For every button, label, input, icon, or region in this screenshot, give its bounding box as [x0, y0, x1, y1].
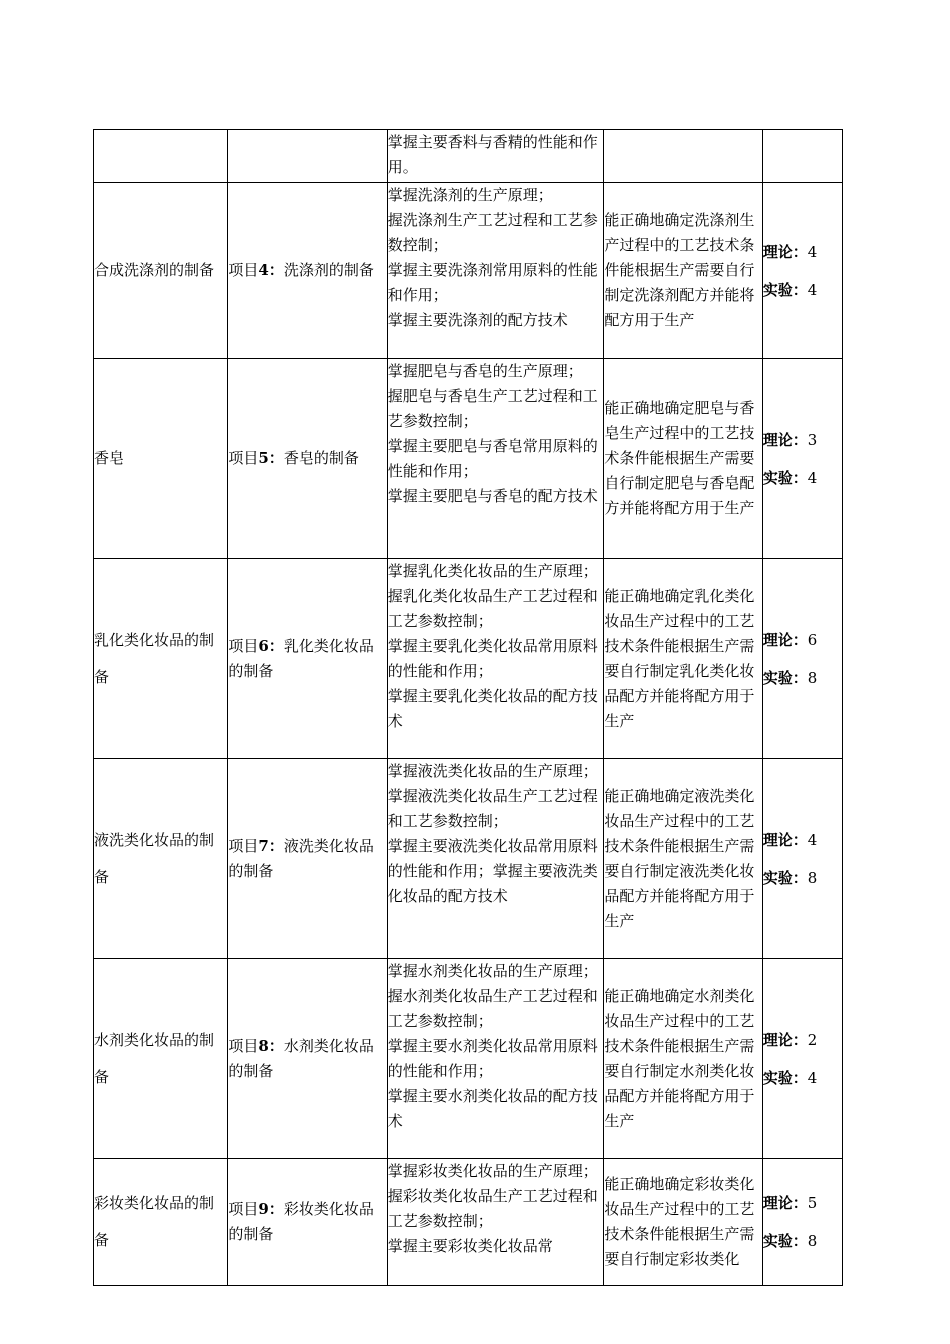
skills-text: 能正确地确定肥皂与香皂生产过程中的工艺技术条件能根据生产需要自行制定肥皂与香皂配方并能将配方用于生产	[604, 399, 755, 517]
project-prefix: 项目	[228, 636, 259, 655]
knowledge-item: 掌握主要乳化类化妆品常用原料的性能和作用；	[387, 637, 598, 680]
project-separator: ：	[268, 261, 284, 279]
knowledge-item: 掌握主要彩妆类化妆品常	[387, 1237, 553, 1255]
table-row	[94, 130, 843, 183]
unit-name-cell	[94, 959, 228, 1159]
skills-text: 能正确地确定液洗类化妆品生产过程中的工艺技术条件能根据生产需要自行制定液洗类化妆品配方并能将配方用于生产	[604, 786, 755, 930]
knowledge-item: 掌握肥皂与香皂的生产原理；	[387, 362, 583, 380]
unit-name-cell	[94, 130, 228, 183]
project-title: 乳化类化妆品的制备	[228, 636, 374, 680]
project-number: 8	[258, 1036, 269, 1055]
hours-cell	[762, 130, 842, 183]
project-title: 香皂的制备	[283, 449, 359, 467]
skills-text: 能正确地确定洗涤剂生产过程中的工艺技术条件能根据生产需要自行制定洗涤剂配方并能将配方用于生产	[604, 211, 755, 329]
knowledge-item: 掌握液洗类化妆品生产工艺过程和工艺参数控制；	[387, 787, 598, 830]
hours-cell	[762, 959, 842, 1159]
course-content-table	[93, 129, 843, 1286]
skills-cell	[604, 183, 762, 359]
project-separator: ：	[268, 1200, 284, 1218]
knowledge-cell	[387, 959, 604, 1159]
knowledge-item: 掌握彩妆类化妆品的生产原理；	[387, 1162, 598, 1180]
knowledge-item: 握洗涤剂生产工艺过程和工艺参数控制；	[387, 211, 598, 254]
table-row	[94, 559, 843, 759]
lab-hours: 实验：8	[762, 868, 818, 887]
knowledge-item: 掌握主要肥皂与香皂常用原料的性能和作用；	[387, 437, 598, 480]
hours-cell	[762, 1159, 842, 1286]
knowledge-cell	[387, 130, 604, 183]
theory-hours: 理论：2	[762, 1030, 818, 1049]
project-prefix: 项目	[228, 1200, 259, 1218]
table-row	[94, 759, 843, 959]
unit-name: 香皂	[94, 449, 125, 467]
project-separator: ：	[268, 836, 284, 855]
lab-hours: 实验：4	[762, 468, 818, 487]
knowledge-item: 握肥皂与香皂生产工艺过程和工艺参数控制；	[387, 387, 598, 430]
unit-name-cell	[94, 183, 228, 359]
knowledge-item: 握水剂类化妆品生产工艺过程和工艺参数控制；	[387, 987, 598, 1030]
skills-text: 能正确地确定彩妆类化妆品生产过程中的工艺技术条件能根据生产需要自行制定彩妆类化	[604, 1175, 755, 1268]
unit-name-cell	[94, 559, 228, 759]
knowledge-item: 掌握主要洗涤剂的配方技术	[387, 311, 568, 329]
unit-name: 合成洗涤剂的制备	[94, 261, 215, 279]
project-cell	[228, 130, 387, 183]
theory-hours: 理论：3	[762, 430, 818, 449]
theory-hours: 理论：4	[762, 242, 818, 261]
knowledge-item: 掌握水剂类化妆品的生产原理；	[387, 962, 598, 980]
knowledge-item: 握彩妆类化妆品生产工艺过程和工艺参数控制；	[387, 1187, 598, 1230]
knowledge-item: 掌握主要水剂类化妆品的配方技术	[387, 1087, 598, 1130]
project-cell	[228, 1159, 387, 1286]
project-cell	[228, 959, 387, 1159]
theory-hours: 理论：4	[762, 830, 818, 849]
knowledge-cell	[387, 559, 604, 759]
project-separator: ：	[268, 449, 284, 467]
knowledge-item: 掌握主要液洗类化妆品常用原料的性能和作用；掌握主要液洗类化妆品的配方技术	[387, 837, 598, 905]
project-number: 7	[258, 836, 269, 855]
project-title: 液洗类化妆品的制备	[228, 836, 374, 880]
project-title: 彩妆类化妆品的制备	[228, 1200, 374, 1243]
table-row	[94, 1159, 843, 1286]
knowledge-cell	[387, 759, 604, 959]
hours-cell	[762, 559, 842, 759]
skills-cell	[604, 759, 762, 959]
knowledge-item: 掌握洗涤剂的生产原理；	[387, 186, 553, 204]
knowledge-item: 掌握主要肥皂与香皂的配方技术	[387, 487, 598, 505]
theory-hours: 理论：5	[762, 1194, 818, 1212]
project-number: 6	[258, 636, 269, 655]
table-row	[94, 183, 843, 359]
unit-name: 水剂类化妆品的制备	[94, 1030, 215, 1086]
knowledge-item: 掌握主要洗涤剂常用原料的性能和作用；	[387, 261, 598, 304]
hours-cell	[762, 759, 842, 959]
project-number: 4	[258, 261, 269, 279]
hours-cell	[762, 183, 842, 359]
lab-hours: 实验：4	[762, 280, 818, 299]
project-title: 洗涤剂的制备	[283, 261, 374, 279]
knowledge-item: 掌握主要香料与香精的性能和作用。	[387, 133, 598, 176]
knowledge-item: 掌握液洗类化妆品的生产原理；	[387, 762, 598, 780]
project-separator: ：	[268, 1036, 284, 1055]
skills-cell	[604, 1159, 762, 1286]
unit-name: 液洗类化妆品的制备	[94, 830, 215, 886]
lab-hours: 实验：8	[762, 668, 818, 687]
skills-cell	[604, 130, 762, 183]
knowledge-item: 掌握乳化类化妆品的生产原理；	[387, 562, 598, 580]
project-prefix: 项目	[228, 836, 259, 855]
table-row	[94, 359, 843, 559]
knowledge-item: 掌握主要乳化类化妆品的配方技术	[387, 687, 598, 730]
project-cell	[228, 359, 387, 559]
knowledge-item: 握乳化类化妆品生产工艺过程和工艺参数控制；	[387, 587, 598, 630]
project-number: 5	[258, 449, 269, 467]
unit-name: 乳化类化妆品的制备	[94, 630, 215, 686]
knowledge-cell	[387, 1159, 604, 1286]
hours-cell	[762, 359, 842, 559]
knowledge-cell	[387, 183, 604, 359]
project-separator: ：	[268, 636, 284, 655]
knowledge-item: 掌握主要水剂类化妆品常用原料的性能和作用；	[387, 1037, 598, 1080]
skills-text: 能正确地确定乳化类化妆品生产过程中的工艺技术条件能根据生产需要自行制定乳化类化妆品配方并能将配方用于生产	[604, 586, 755, 730]
project-cell	[228, 759, 387, 959]
skills-cell	[604, 359, 762, 559]
theory-hours: 理论：6	[762, 630, 818, 649]
unit-name: 彩妆类化妆品的制备	[94, 1194, 215, 1249]
unit-name-cell	[94, 759, 228, 959]
table-row	[94, 959, 843, 1159]
project-prefix: 项目	[228, 261, 259, 279]
knowledge-cell	[387, 359, 604, 559]
lab-hours: 实验：4	[762, 1068, 818, 1087]
unit-name-cell	[94, 1159, 228, 1286]
project-prefix: 项目	[228, 449, 259, 467]
project-title: 水剂类化妆品的制备	[228, 1036, 374, 1080]
project-number: 9	[258, 1200, 269, 1218]
project-cell	[228, 559, 387, 759]
lab-hours: 实验：8	[762, 1232, 818, 1250]
project-prefix: 项目	[228, 1036, 259, 1055]
unit-name-cell	[94, 359, 228, 559]
skills-text: 能正确地确定水剂类化妆品生产过程中的工艺技术条件能根据生产需要自行制定水剂类化妆品配方并能将配方用于生产	[604, 986, 755, 1130]
skills-cell	[604, 959, 762, 1159]
project-cell	[228, 183, 387, 359]
skills-cell	[604, 559, 762, 759]
